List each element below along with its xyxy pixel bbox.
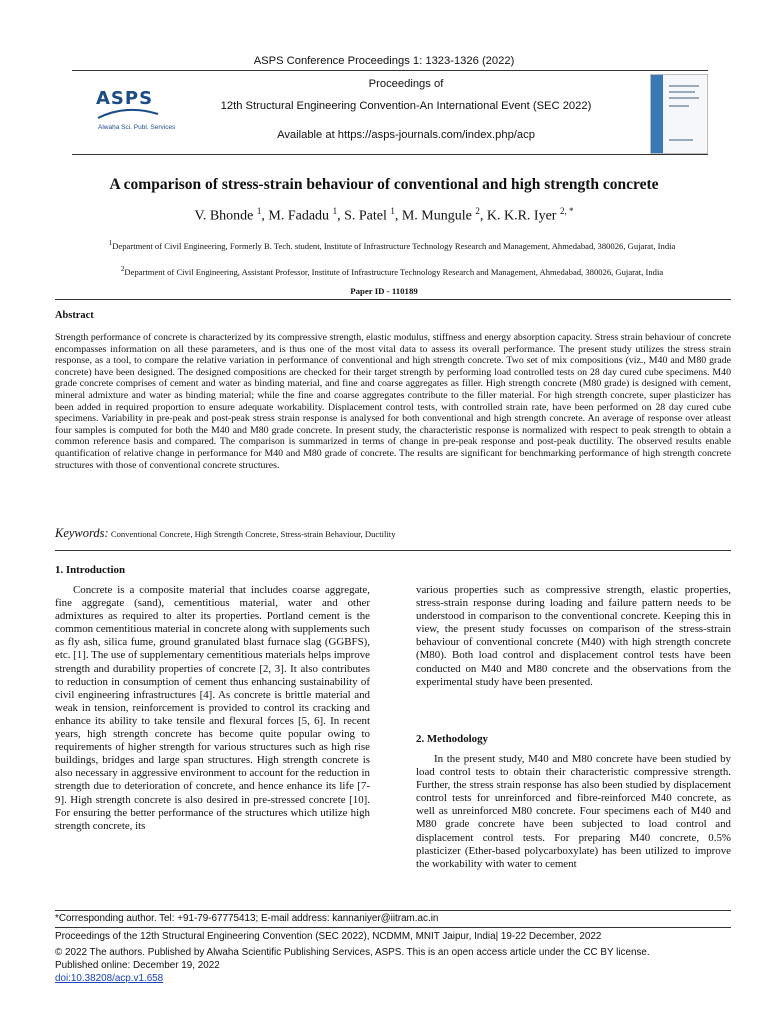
divider: [55, 927, 731, 928]
keywords-label: Keywords:: [55, 526, 109, 540]
keywords-text: Conventional Concrete, High Strength Concrete, Stress-strain Behaviour, Ductility: [110, 529, 396, 539]
author-name: M. Fadadu: [268, 208, 330, 224]
affiliation-text: Department of Civil Engineering, Assistant Professor, Institute of Infrastructure Technology Research and Management, Ahmedabad, 380026, Gujarat, India: [124, 266, 664, 277]
methodology-paragraph: In the present study, M40 and M80 concrete have been studied by load control tests to obtain their characteristic compressive strength. Further, the stress strain response has also been studied by displacement control tests for unreinforced and fibre-reinforced M40 concrete, as well as unreinforced M80 concrete. Four specimens each of M40 and M80 grade concrete have been subjected to load control and displacement control tests. For preparing M40 concrete, 0.5% plasticizer (Ether-based polycarboxylate) has been utilized to improve the workability with water to cement: [416, 753, 731, 870]
author-sup: 1: [390, 206, 395, 216]
affiliation: [62, 237, 722, 252]
affiliation-sup: 1: [108, 239, 113, 247]
affiliation: [62, 263, 722, 278]
proceedings-label: Proceedings of: [368, 78, 444, 90]
logo-text: ASPS: [96, 88, 154, 109]
keywords: [55, 526, 731, 541]
divider: [55, 550, 731, 551]
logo-subtext: Alwaha Sci. Publ. Services: [98, 124, 176, 131]
right-column-methodology: [416, 753, 731, 871]
right-column-intro: [416, 584, 731, 689]
doi-link[interactable]: doi:10.38208/acp.v1.658: [55, 973, 164, 984]
logo-swoosh-icon: [96, 108, 160, 120]
section-heading-introduction: 1. Introduction: [55, 564, 125, 576]
author-sup: 2: [475, 206, 480, 216]
published-date: Published online: December 19, 2022: [55, 960, 220, 971]
abstract-heading: Abstract: [55, 310, 94, 321]
author-sup: 2, *: [559, 206, 574, 216]
author-sup: 1: [256, 206, 262, 216]
cover-spine: [651, 75, 663, 153]
author-sup: 1: [332, 206, 338, 216]
journal-citation: ASPS Conference Proceedings 1: 1323-1326 (2022): [253, 55, 515, 67]
author-name: K. K.R. Iyer: [486, 208, 557, 224]
paper-title: A comparison of stress-strain behaviour of conventional and high strength concrete: [109, 176, 659, 193]
divider: [55, 299, 731, 300]
availability-link[interactable]: Available at https://asps-journals.com/index.php/acp: [277, 129, 535, 141]
abstract-text: Strength performance of concrete is characterized by its compressive strength, elastic modulus, stiffness and energy absorption capacity. Stress strain behaviour of concrete encompasses information on all these parameters, and is thus one of the most vital data to assess its overall performance. The present study utilizes the stress strain response, as a tool, to compare the relative variation in performance of conventional and high strength concrete. Two set of mix compositions (viz., M40 and M80 grade concrete) have been designed. The designed compositions are checked for their target strength by performing load controlled tests on 28 day cured cube specimens. M40 grade concrete comprises of cement and water as binding material, and fine and coarse aggregates as filler. High strength concrete (M80 grade) is designed with cement, mineral admixture and water as binding material; while the fine and coarse aggregates contribute to the filler material. For high strength concrete, super plasticizer has been added in required proportion to ensure adequate workability. Displacement control tests, with controlled strain rate, have been performed on 28 day cured cube specimens. Variability in pre-peak and post-peak stress strain response is analysed for both conventional and high strength concrete. An average of response over atleast four samples is computed for both the M40 and M80 grade concrete. In present study, the characteristic response is normalized with respect to peak strength to obtain a common reference basis and compared. The comparison is summarized in terms of change in pre-peak response and post-peak ductility. The observed results enable quantification of relative change in performance for M40 and M80 grade of concrete. The results are significant for benchmarking performance of high strength concrete structures with those of conventional concrete structures.: [55, 332, 731, 471]
intro-paragraph: Concrete is a composite material that includes coarse aggregate, fine aggregate (sand), cementitious material, water and other admixtures as required to alter its properties. Portland cement is the common cementitious material in concrete along with supplements such as fly ash, silica fume, ground granulated blast furnace slag (GGBFS), etc. [1]. The use of supplementary cementitious materials helps improve strength and durability properties of concrete [2, 3]. It also contributes to reduction in consumption of cement thus enhancing sustainability of civil engineering infrastructures [4]. As concrete is brittle material and weak in tension, reinforcement is provided to control its cracking and enhance its ability to take tensile and flexural forces [5, 6]. In recent years, high strength concrete has become quite popular owing to requirements of higher strength for various structures such as high rise buildings, bridges and large span structures. High strength concrete is also necessary in aggressive environment to account for the reduction in strength due to deterioration of concrete, and hence enhance its life [7-9]. High strength concrete is also desired in pre-stressed concrete [10]. For ensuring the better performance of the structures which utilize high strength concrete, its: [55, 584, 370, 832]
author-list: V. Bhonde $^1$, M. Fadadu $^1$, S. Patel $^1$, M. Mungule $^2$, K. K.R. Iyer $^{2, *}$: [194, 206, 574, 224]
convention-name: 12th Structural Engineering Convention-An International Event (SEC 2022): [220, 100, 592, 112]
license-note: © 2022 The authors. Published by Alwaha Scientific Publishing Services, ASPS. This is an open access article under the CC BY license.: [55, 947, 650, 958]
left-column: [55, 584, 370, 833]
corresponding-author: *Corresponding author. Tel: +91-79-67775413; E-mail address: kannaniyer@iitram.ac.in: [55, 913, 439, 924]
author-name: M. Mungule: [401, 208, 472, 224]
paper-id: Paper ID - 110189: [350, 286, 418, 296]
proceedings-footer: Proceedings of the 12th Structural Engineering Convention (SEC 2022), NCDMM, MNIT Jaipur, India| 19-22 December, 2022: [55, 931, 602, 942]
intro-paragraph-continued: various properties such as compressive strength, elastic properties, stress-strain response during loading and failure pattern needs to be understood in comparison to the conventional concrete. Keeping this in view, the present study focusses on comparison of the stress-strain behaviour of conventional concrete (M40) with high strength concrete (M80). Both load control and displacement control tests have been conducted on M40 and M80 concrete and the observations from the experimental study have been presented.: [416, 584, 731, 688]
publisher-logo: [96, 84, 176, 136]
author-name: S. Patel: [344, 208, 387, 224]
affiliation-text: Department of Civil Engineering, Formerly B. Tech. student, Institute of Infrastructure Technology Research and Management, Ahmedabad, 380026, Gujarat, India: [112, 240, 676, 251]
author-name: V. Bhonde: [194, 208, 254, 224]
section-heading-methodology: 2. Methodology: [416, 733, 488, 745]
divider: [55, 910, 731, 911]
journal-cover-thumbnail: [650, 74, 708, 154]
affiliation-sup: 2: [120, 265, 125, 273]
